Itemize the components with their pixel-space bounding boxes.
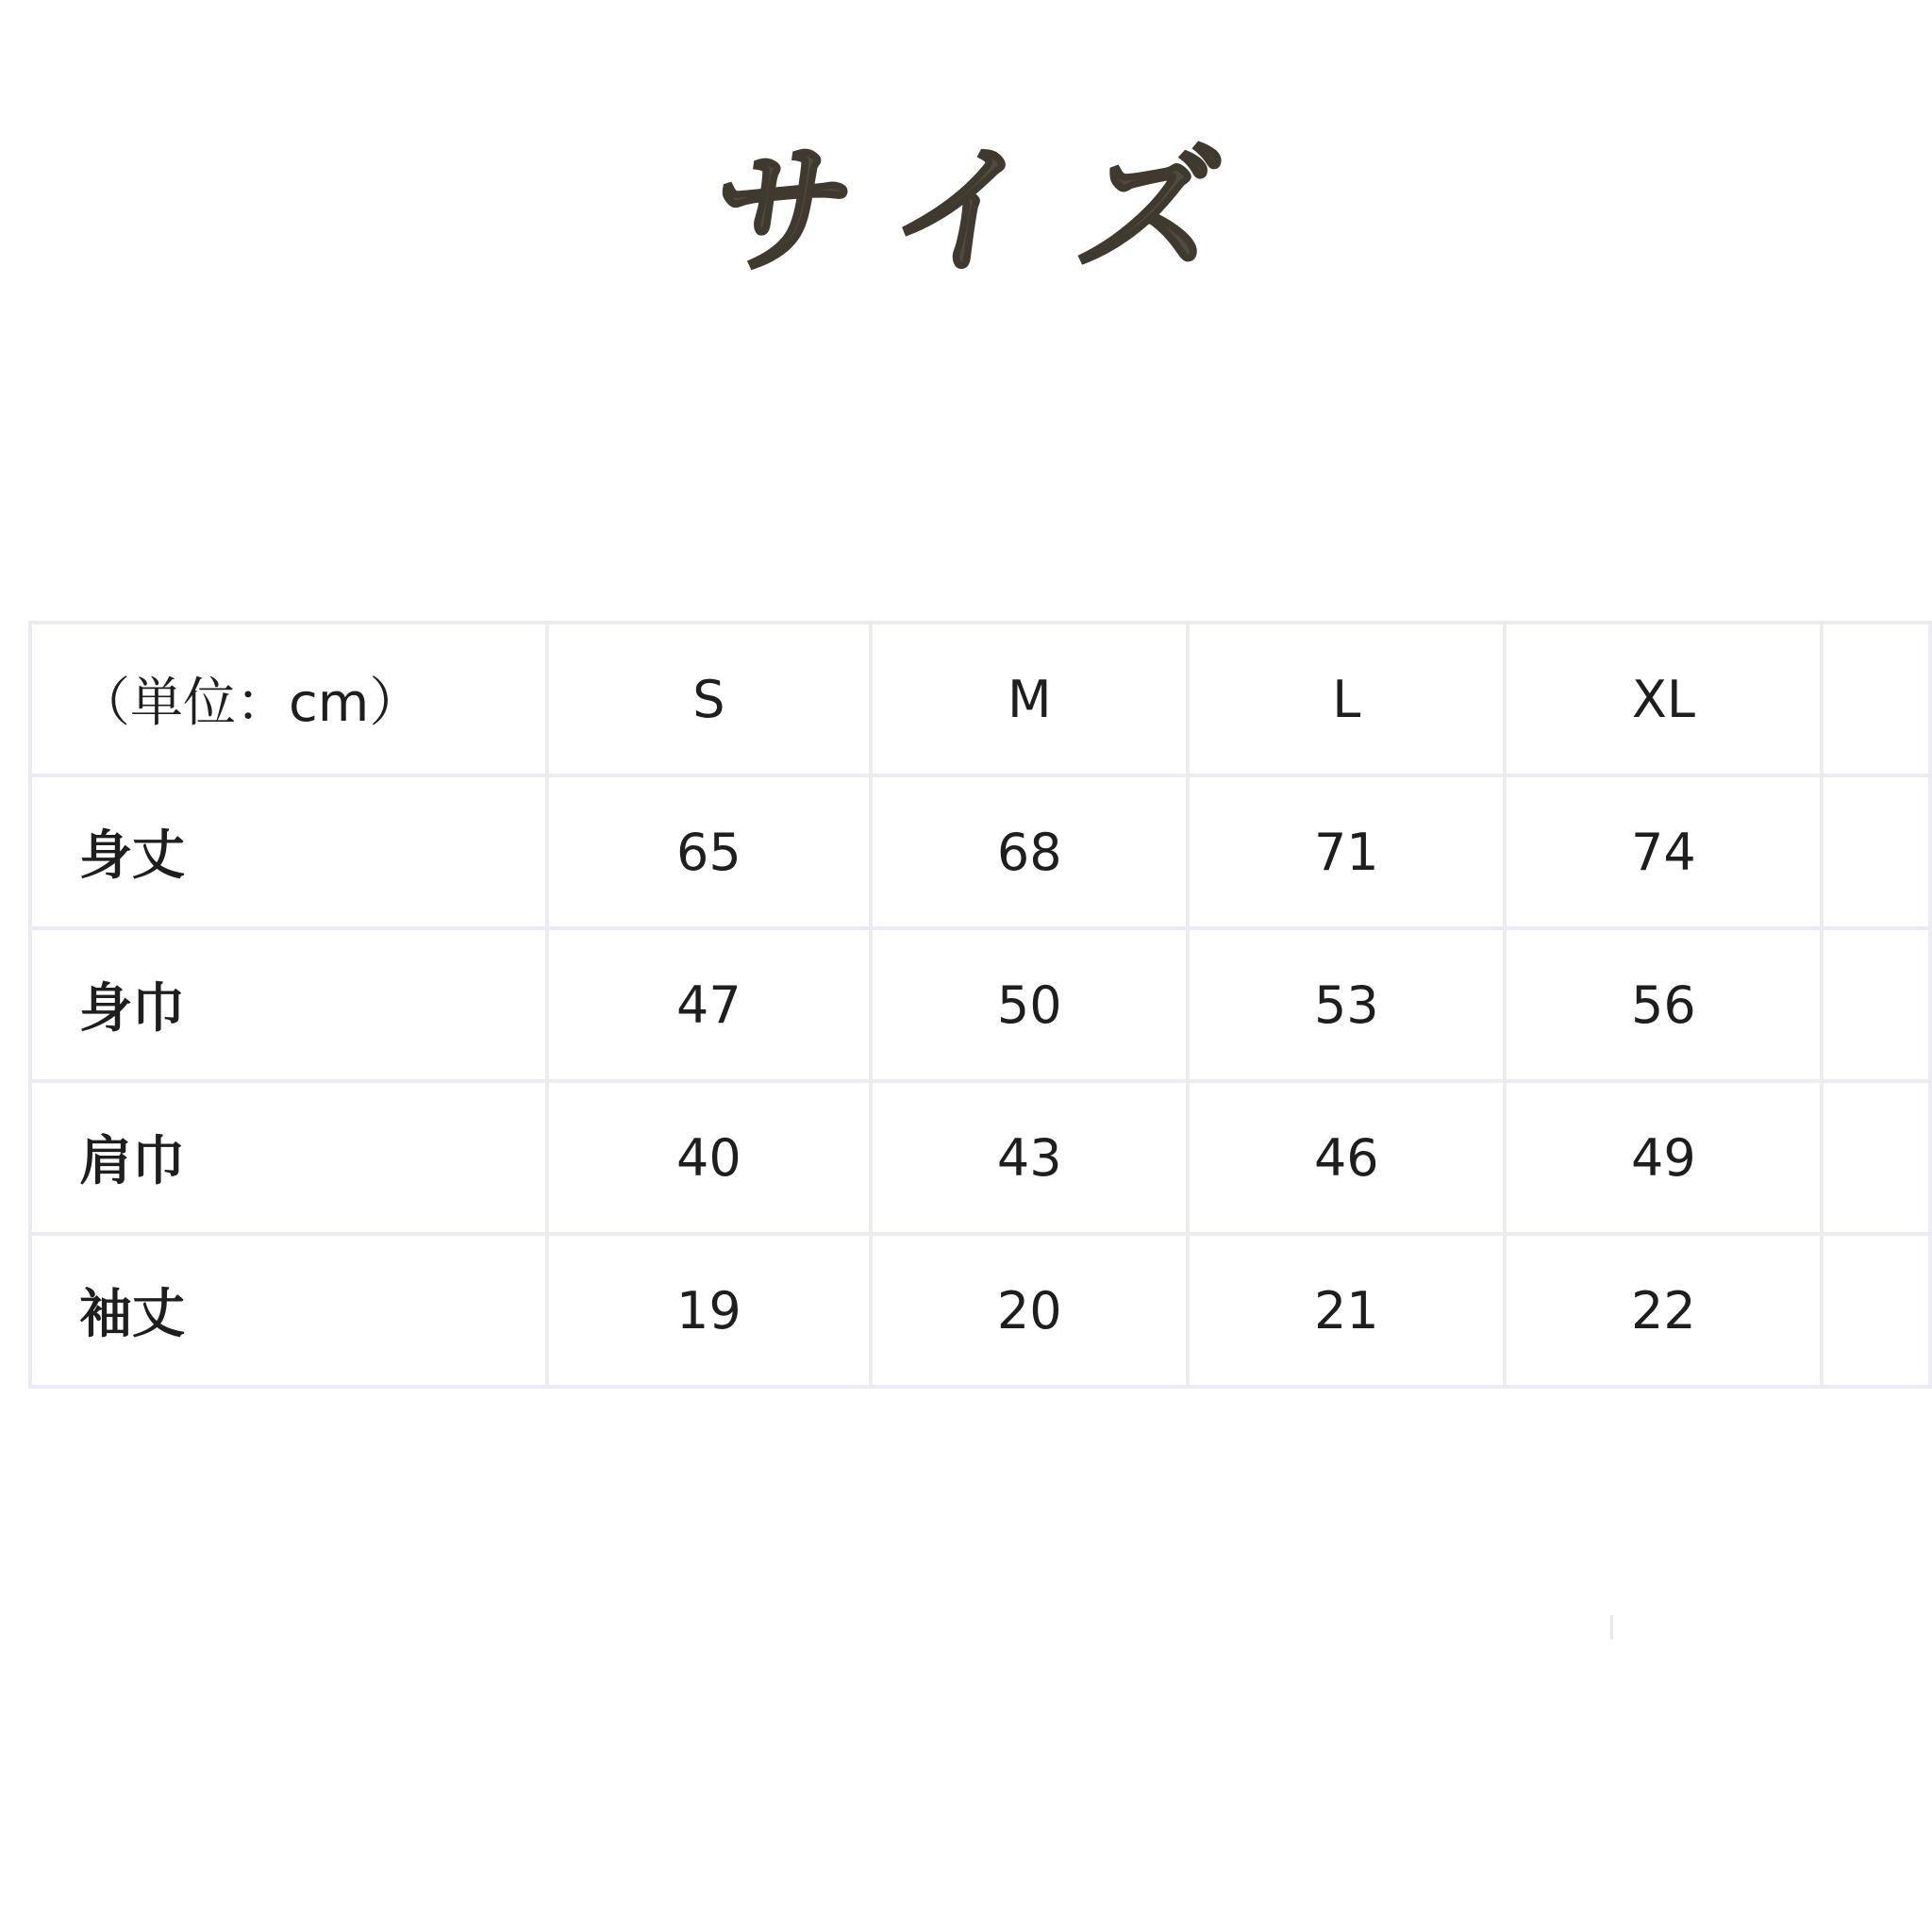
table-cell: 22	[1505, 1234, 1822, 1387]
column-header-s: S	[547, 623, 872, 775]
column-header-cut-off	[1822, 623, 1930, 775]
table-cell: 74	[1505, 775, 1822, 928]
table-cell: 46	[1188, 1081, 1505, 1234]
column-header-xl: XL	[1505, 623, 1822, 775]
table-cell: 65	[547, 775, 872, 928]
row-label-body-length: 身丈	[30, 775, 547, 928]
table-cell: 20	[871, 1234, 1188, 1387]
table-cell: 21	[1188, 1234, 1505, 1387]
table-cell-cut-off	[1822, 1234, 1930, 1387]
table-cell-cut-off	[1822, 928, 1930, 1081]
table-cell: 47	[547, 928, 872, 1081]
row-label-sleeve-length: 袖丈	[30, 1234, 547, 1387]
column-header-m: M	[871, 623, 1188, 775]
table-cell: 40	[547, 1081, 872, 1234]
row-label-body-width: 身巾	[30, 928, 547, 1081]
table-header-row	[30, 623, 1930, 775]
page-title: サイズ	[701, 130, 1280, 292]
table-row	[30, 775, 1930, 928]
table-cell: 56	[1505, 928, 1822, 1081]
divider-mark	[1610, 1615, 1613, 1640]
table-cell: 68	[871, 775, 1188, 928]
table-cell-cut-off	[1822, 1081, 1930, 1234]
table-cell: 71	[1188, 775, 1505, 928]
table-cell: 49	[1505, 1081, 1822, 1234]
table-row	[30, 1081, 1930, 1234]
table-cell: 50	[871, 928, 1188, 1081]
size-table	[28, 621, 1932, 1389]
row-label-shoulder-width: 肩巾	[30, 1081, 547, 1234]
table-cell: 19	[547, 1234, 872, 1387]
table-cell: 43	[871, 1081, 1188, 1234]
unit-label: （単位：cm）	[30, 623, 547, 775]
table-row	[30, 928, 1930, 1081]
table-cell-cut-off	[1822, 775, 1930, 928]
column-header-l: L	[1188, 623, 1505, 775]
table-row	[30, 1234, 1930, 1387]
table-cell: 53	[1188, 928, 1505, 1081]
